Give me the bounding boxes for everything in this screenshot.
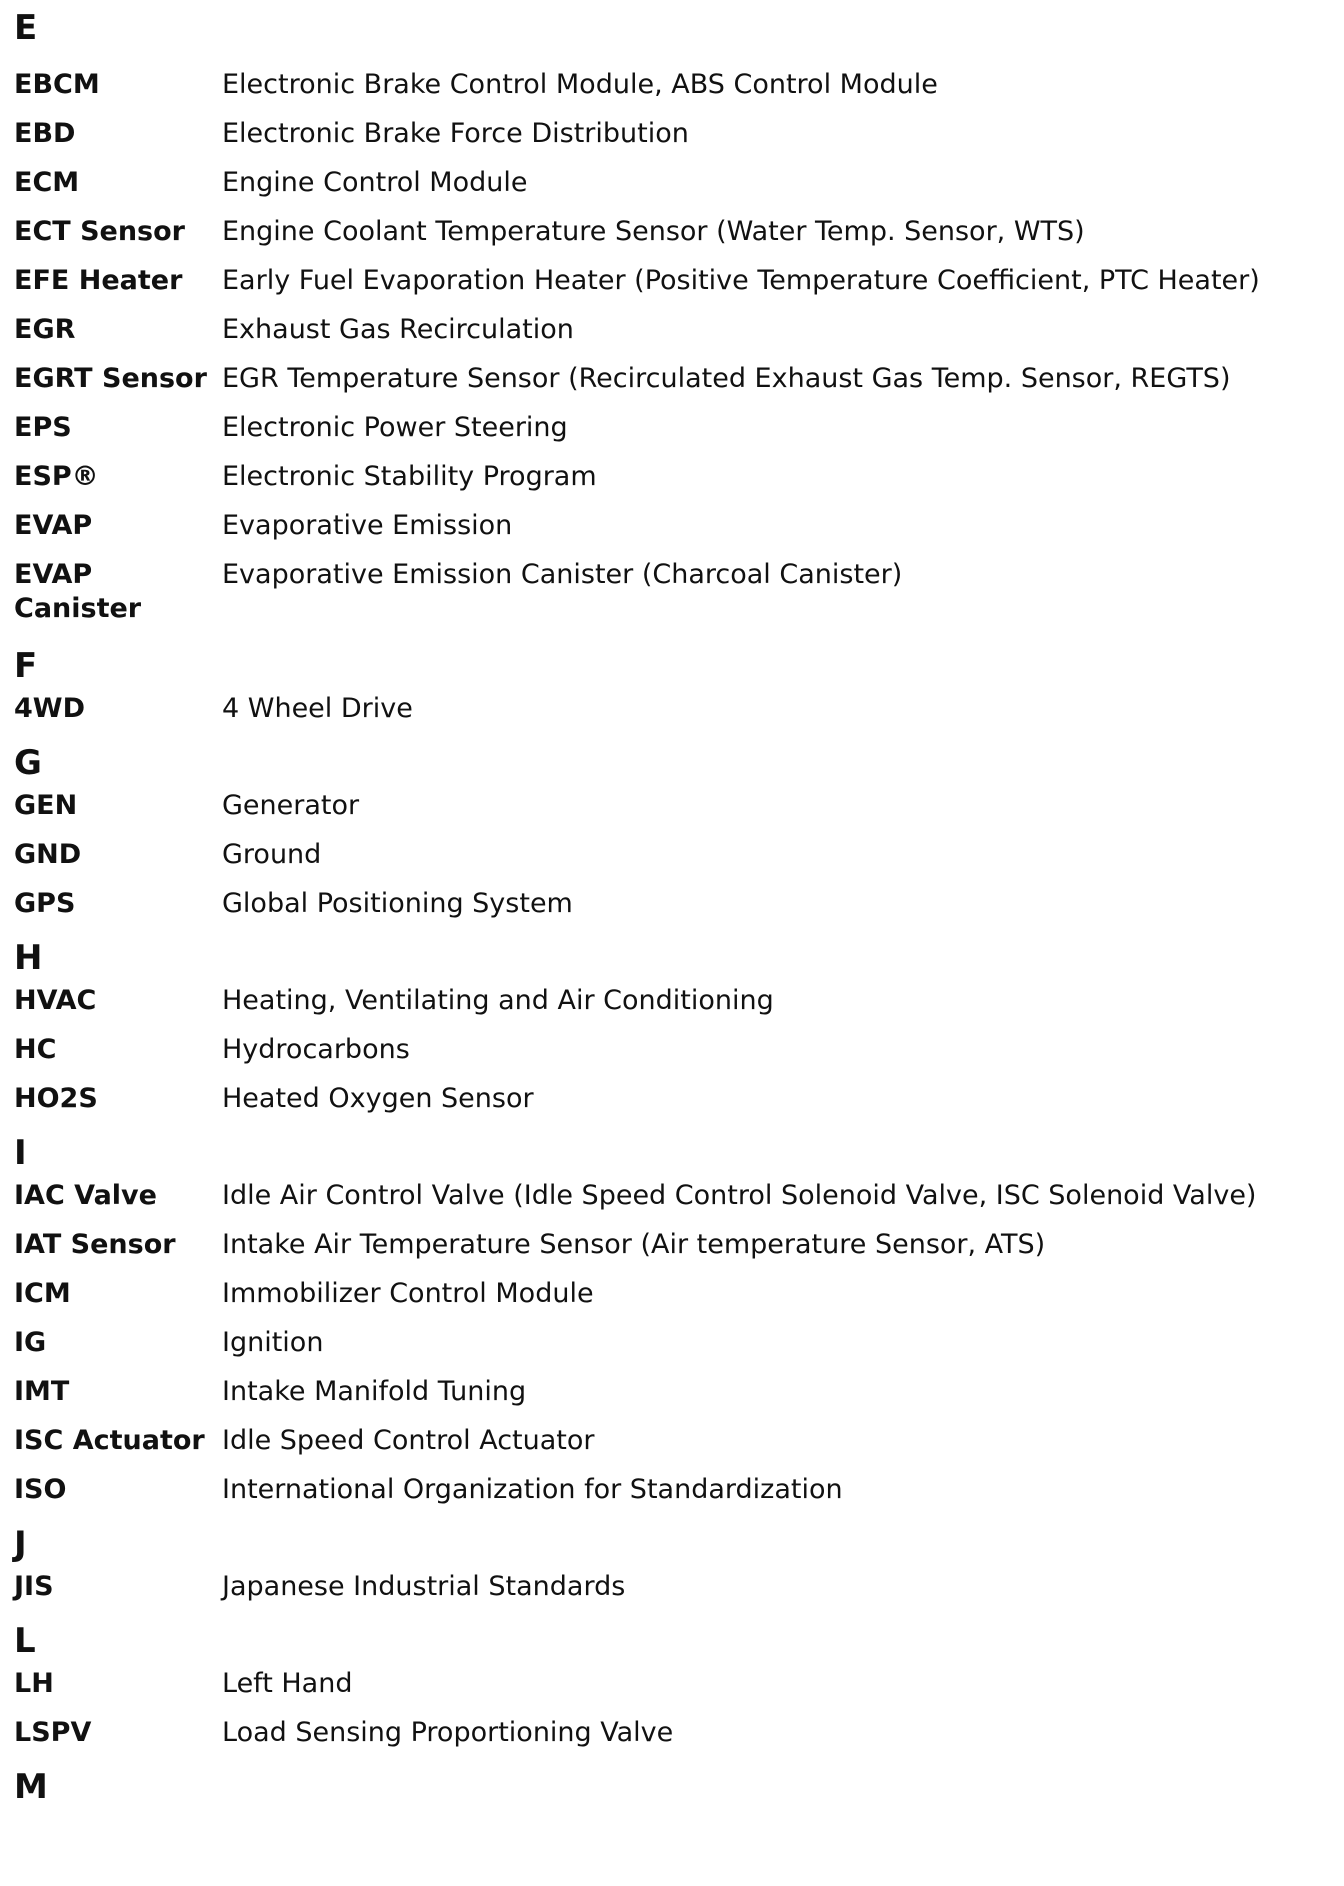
definition: Heating, Ventilating and Air Conditioning [222,985,774,1016]
abbreviation: GEN [14,790,78,821]
definition: Immobilizer Control Module [222,1278,594,1309]
section-letter-j: J [14,1524,27,1564]
definition: Electronic Brake Force Distribution [222,118,689,149]
abbreviation: ESP® [14,461,99,492]
abbreviation: ECT Sensor [14,216,185,247]
glossary-row [14,1027,1344,1076]
glossary-row [14,783,1344,832]
glossary-row [14,209,1344,258]
abbreviation: IAC Valve [14,1180,157,1211]
glossary-row [14,160,1344,209]
abbreviation: JIS [14,1571,54,1602]
glossary-row [14,1661,1344,1710]
definition: Intake Air Temperature Sensor (Air temperature Sensor, ATS) [222,1229,1046,1260]
abbreviation: IAT Sensor [14,1229,176,1260]
abbreviation: HC [14,1034,57,1065]
definition: Idle Speed Control Actuator [222,1425,595,1456]
glossary-row [14,503,1344,552]
glossary-row [14,111,1344,160]
definition: 4 Wheel Drive [222,693,413,724]
abbreviation: GND [14,839,82,870]
abbreviation: IMT [14,1376,70,1407]
abbreviation: ISC Actuator [14,1425,205,1456]
definition: Evaporative Emission [222,510,513,541]
abbreviation: LH [14,1668,54,1699]
section-letter-m: M [14,1767,48,1807]
abbreviation: IG [14,1327,47,1358]
definition: Idle Air Control Valve (Idle Speed Control Solenoid Valve, ISC Solenoid Valve) [222,1180,1257,1211]
glossary-row [14,1564,1344,1613]
glossary-row [14,978,1344,1027]
abbreviation: EGR [14,314,76,345]
definition: Japanese Industrial Standards [222,1571,626,1602]
abbreviation: 4WD [14,693,85,724]
abbreviation: EVAP [14,510,93,541]
section-letter-f: F [14,646,38,686]
abbreviation: LSPV [14,1717,92,1748]
glossary-row [14,1369,1344,1418]
abbreviation: ECM [14,167,80,198]
definition: Exhaust Gas Recirculation [222,314,574,345]
glossary-row [14,454,1344,503]
definition: Electronic Power Steering [222,412,568,443]
definition: Evaporative Emission Canister (Charcoal Canister) [222,559,903,590]
abbreviation: GPS [14,888,76,919]
section-letter-l: L [14,1621,36,1661]
glossary-row [14,686,1344,735]
definition: Ground [222,839,322,870]
abbreviation: EVAP Canister [14,559,142,624]
glossary-row [14,356,1344,405]
glossary-row [14,405,1344,454]
definition: Hydrocarbons [222,1034,410,1065]
glossary-row [14,1320,1344,1369]
abbreviation: ISO [14,1474,67,1505]
glossary-row [14,881,1344,930]
glossary-row [14,1076,1344,1125]
definition: Intake Manifold Tuning [222,1376,527,1407]
abbreviation: HO2S [14,1083,98,1114]
definition: Engine Coolant Temperature Sensor (Water Temp. Sensor, WTS) [222,216,1085,247]
abbreviation: EBD [14,118,76,149]
definition: EGR Temperature Sensor (Recirculated Exhaust Gas Temp. Sensor, REGTS) [222,363,1231,394]
abbreviation: ICM [14,1278,71,1309]
definition: Engine Control Module [222,167,528,198]
definition: International Organization for Standardization [222,1474,843,1505]
glossary-row [14,1173,1344,1222]
glossary-row [14,1418,1344,1467]
section-letter-i: I [14,1133,27,1173]
glossary-row [14,552,1344,638]
definition: Load Sensing Proportioning Valve [222,1717,674,1748]
definition: Generator [222,790,360,821]
glossary-row [14,307,1344,356]
definition: Heated Oxygen Sensor [222,1083,534,1114]
glossary-row [14,1467,1344,1516]
glossary-row [14,1271,1344,1320]
abbreviation: EGRT Sensor [14,363,207,394]
definition: Ignition [222,1327,324,1358]
abbreviation: HVAC [14,985,97,1016]
abbreviation: EFE Heater [14,265,183,296]
definition: Electronic Brake Control Module, ABS Control Module [222,69,938,100]
abbreviation: EPS [14,412,72,443]
definition: Electronic Stability Program [222,461,597,492]
glossary-row [14,1710,1344,1759]
section-letter-e: E [14,8,38,48]
abbreviation: EBCM [14,69,100,100]
section-letter-g: G [14,743,42,783]
glossary-row [14,62,1344,111]
definition: Early Fuel Evaporation Heater (Positive Temperature Coefficient, PTC Heater) [222,265,1260,296]
section-letter-h: H [14,938,43,978]
definition: Left Hand [222,1668,353,1699]
glossary-row [14,1222,1344,1271]
glossary-row [14,258,1344,307]
definition: Global Positioning System [222,888,573,919]
glossary-row [14,832,1344,881]
